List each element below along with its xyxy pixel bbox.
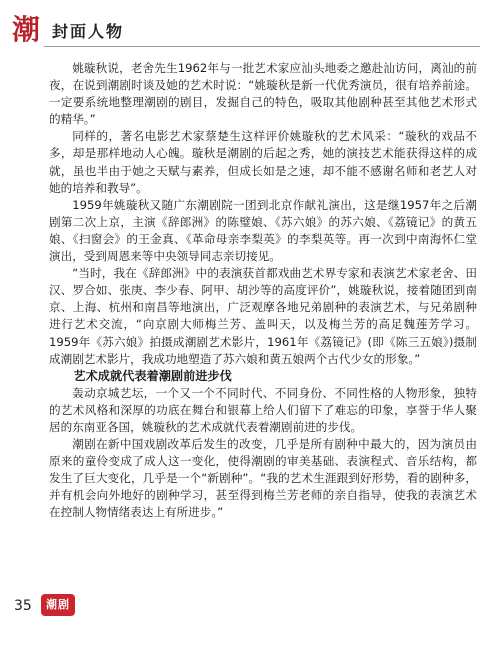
paragraph: 1959年姚璇秋又随广东潮剧院一团到北京作献礼演出，这是继1957年之后潮剧第二次上京，主演《辞郎洲》的陈璧娘、《苏六娘》的苏六娘、《荔镜记》的黄五娘、《扫窗会》的王金真、《革命母亲李梨英》的李梨英等。再一次到中南海怀仁堂演出，受到周恩来等中央领导同志亲切接见。 bbox=[49, 197, 477, 264]
paragraph: 潮剧在新中国戏剧改革后发生的改变，几乎是所有剧种中最大的，因为演员由原来的童伶变成了成人这一变化，使得潮剧的审美基础、表演程式、音乐结构，都发生了巨大变化，几乎是一个“新剧种”。“我的艺术生涯跟到好形势，看的剧种多，并有机会向外地好的剧种学习，甚至得到梅兰芳老师的亲自指导，使我的表演艺术在控制人物情绪表达上有所进步。” bbox=[49, 437, 477, 520]
footer-logo: 潮剧 bbox=[41, 594, 75, 616]
page-footer bbox=[0, 584, 496, 651]
section-title: 封面人物 bbox=[52, 22, 125, 41]
paragraph: 轰动京城艺坛，一个又一个不同时代、不同身份、不同性格的人物形象，独特的艺术风格和深厚的功底在舞台和银幕上给人们留下了难忘的印象，享誉于华人聚居的东南亚各国，姚璇秋的艺术成就代表着潮剧前进的步伐。 bbox=[49, 385, 477, 434]
header-divider bbox=[44, 46, 480, 47]
paragraph: 同样的，著名电影艺术家蔡楚生这样评价姚璇秋的艺术风采：“璇秋的戏品不多，却是那样地动人心魄。璇秋是潮剧的后起之秀，她的演技艺术能获得这样的成就，虽也半由于她之天赋与素养，但成长如是之速，却不能不感谢名师和老艺人对她的培养和教导”。 bbox=[49, 129, 477, 195]
paragraph: “当时，我在《辞郎洲》中的表演获首都戏曲艺术界专家和表演艺术家老舍、田汉、罗合如、张庚、李少春、阿甲、胡沙等的高度评价”，姚璇秋说，接着随团到南京、上海、杭州和南昌等地演出，广泛观摩各地兄弟剧种的表演艺术，与兄弟剧种进行艺术交流，“向京剧大师梅兰芳、盖叫天，以及梅兰芳的高足魏莲芳学习。1959年《苏六娘》拍摄成潮剧艺术影片，1961年《荔镜记》(即《陈三五娘》)摄制成潮剧艺术影片，我成功地塑造了苏六娘和黄五娘两个古代少女的形象。” bbox=[49, 266, 477, 366]
article-body bbox=[49, 60, 477, 522]
subheading: 艺术成就代表着潮剧前进步伐 bbox=[73, 368, 232, 383]
magazine-logo: 潮 bbox=[11, 13, 40, 46]
page-header bbox=[0, 0, 496, 60]
paragraph: 姚璇秋说，老舍先生1962年与一批艺术家应汕头地委之邀赴汕访问，离汕的前夜，在说到潮剧时谈及她的艺术时说：“姚璇秋是新一代优秀演员，很有培养前途。一定要系统地整理潮剧的剧目，发掘自己的特色，吸取其他剧种甚至其他艺术形式的精华。” bbox=[49, 61, 477, 127]
page-number: 35 bbox=[14, 598, 32, 614]
